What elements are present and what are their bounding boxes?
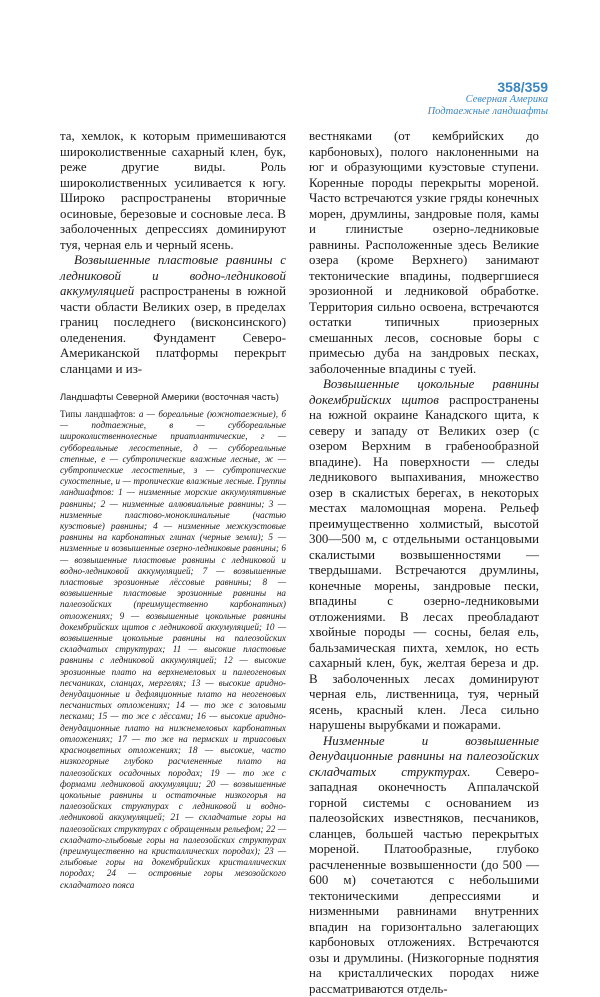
right-paragraph-1: вестняками (от кембрийских до карбоновых), полого наклоненными на юг и образующими куэстовые ступени. Коренные породы перекрыты мореной. Часто встречаются узкие гряды конечных морен, друмлины, зандровые поля, камы и глинистые озерно-ледниковые равнины. Расположенные здесь Великие озера (кроме Верхнего) занимают тектонические впадины, подвергшиеся эрозионной и ледниковой обработке. Территория сильно освоена, встречаются остатки типичных приозерных смешанных лесов, сосновые боры с примесью дуба на зандровых песках, заболоченные впадины с туей. bbox=[309, 129, 539, 377]
left-paragraph-2-heading: Возвышенные пластовые равнины с ледниковой и водно-ледниковой аккумуляцией bbox=[60, 253, 286, 298]
left-paragraph-1: та, хемлок, к которым примешиваются широколиственные сахарный клен, бук, реже другие виды. Роль широколиственных усиливается к югу. Широко распространены вторичные осиновые, березовые и сосновые леса. В заболоченных депрессиях доминируют туя, черная ель и черный ясень. bbox=[60, 129, 286, 253]
legend-groups: Группы ландшафтов: 1 — низменные морские аккумулятивные равнины; 2 — низменные аллювиальные равнины; 3 — низменные пластово-моноклинальные (частью куэстовые) равнины; 4 — низменные межкуэстовые равнины на карбонатных глинах (черные земли); 5 — низменные и возвышенные озерно-ледниковые равнины; 6 — возвышенные пластовые равнины с ледниковой и водно-ледниковой аккумуляцией; 7 — возвышенные пластовые эрозионные лёссовые равнины; 8 — возвышенные пластовые эрозионные равнины на палеозойских (преимущественно карбонатных) отложениях; 9 — возвышенные цокольные равнины докембрийских щитов с ледниковой аккумуляцией; 10 — возвышенные цокольные равнины на палеозойских складчатых структурах; 11 — высокие пластовые равнины с ледниковой аккумуляцией; 12 — высокие эрозионные плато на верхнемеловых и палеогеновых песчаниках, сланцах, мергелях; 13 — высокие аридно-денудационные и дефляционные плато на неогеновых песчанистых отложениях; 14 — то же с золовыми песками; 15 — то же с лёссами; 16 — высокие аридно-денудационные плато на нижнемеловых карбонатных отложениях; 17 — то же на пермских и триасовых красноцветных отложениях; 18 — высокие, часто низкогорные глубоко расчлененные плато на палеозойских осадочных породах; 19 — то же с формами ледниковой аккумуляции; 20 — возвышенные цокольные равнины и остаточные низкогорья на палеозойских структурах с ледниковой и водно-ледниковой аккумуляцией; 21 — складчатые горы на палеозойских структурах с обращенным рельефом; 22 — складчато-глыбовые горы на палеозойских структурах (преимущественно на кристаллических породах); 23 — глыбовые горы на докембрийских кристаллических породах; 24 — островные горы мезозойского складчатого пояса bbox=[60, 476, 286, 889]
right-paragraph-2-heading: Возвышенные цокольные равнины докембрийских щитов bbox=[309, 377, 539, 407]
right-paragraph-3-heading: Низменные и возвышенные денудационные равнины на палеозойских складчатых структурах. bbox=[309, 734, 539, 779]
left-paragraph-2-text: распространены в южной части области Великих озер, в пределах границ последнего (висконсинского) оледенения. Фундамент Северо-Американской платформы перекрыт сланцами и из- bbox=[60, 284, 286, 376]
page-numbers: 358/359 bbox=[428, 80, 548, 94]
right-column bbox=[309, 129, 539, 997]
left-column bbox=[60, 129, 286, 891]
right-paragraph-3-text: Северо-западная оконечность Аппалачской горной системы с основанием из палеозойских известняков, песчаников, сланцев, большей частью перекрытых мореной. Платообразные, глубоко расчлененные возвышенности (до 500 — 600 м) сочетаются с небольшими тектоническими депрессиями и низменными равнинами внутренних впадин на горизонтально залегающих карбоновых отложениях. Встречаются озы и друмлины. (Низкогорные поднятия на кристаллических породах ниже рассматриваются отдель- bbox=[309, 765, 539, 996]
map-legend bbox=[60, 409, 286, 891]
running-header bbox=[428, 80, 548, 118]
legend-lead: Типы ландшафтов: bbox=[60, 409, 139, 419]
right-paragraph-2-text: распространены на южной окраине Канадского щита, к северу и западу от Великих озер (с озером Верхним в грабенообразной впадине). На поверхности — следы ледникового выпахивания, множество озер в скалистых берегах, в некоторых местах маломощная морена. Рельеф преимущественно холмистый, высотой 300—500 м, с отдельными останцовыми скалистыми возвышенностями — твердышами. Встречаются друмлины, конечные морены, зандровые пески, впадины с озерно-ледниковыми отложениями. В лесах преобладают хвойные породы — сосны, белая ель, бальзамическая пихта, хемлок, но есть сахарный клен, бук, желтая береза и др. В заболоченных лесах доминируют черная ель, лиственница, туя, черный ясень, красный клен. Леса сильно нарушены вырубками и пожарами. bbox=[309, 393, 539, 733]
header-section: Подтаежные ландшафты bbox=[428, 106, 548, 118]
left-paragraph-2 bbox=[60, 253, 286, 377]
right-paragraph-2 bbox=[309, 377, 539, 734]
header-region: Северная Америка bbox=[428, 94, 548, 106]
right-paragraph-3 bbox=[309, 734, 539, 997]
legend-types: а — бореальные (южнотаежные), б — подтаежные, в — суббореальные широколиственнолесные приатлантические, г — суббореальные лесостепные, д — суббореальные степные, е — субтропические влажные лесные, ж — субтропические лесостепные, з — субтропические сухостепные, и — тропические влажные лесные. bbox=[60, 409, 286, 486]
map-caption: Ландшафты Северной Америки (восточная часть) bbox=[60, 391, 286, 403]
